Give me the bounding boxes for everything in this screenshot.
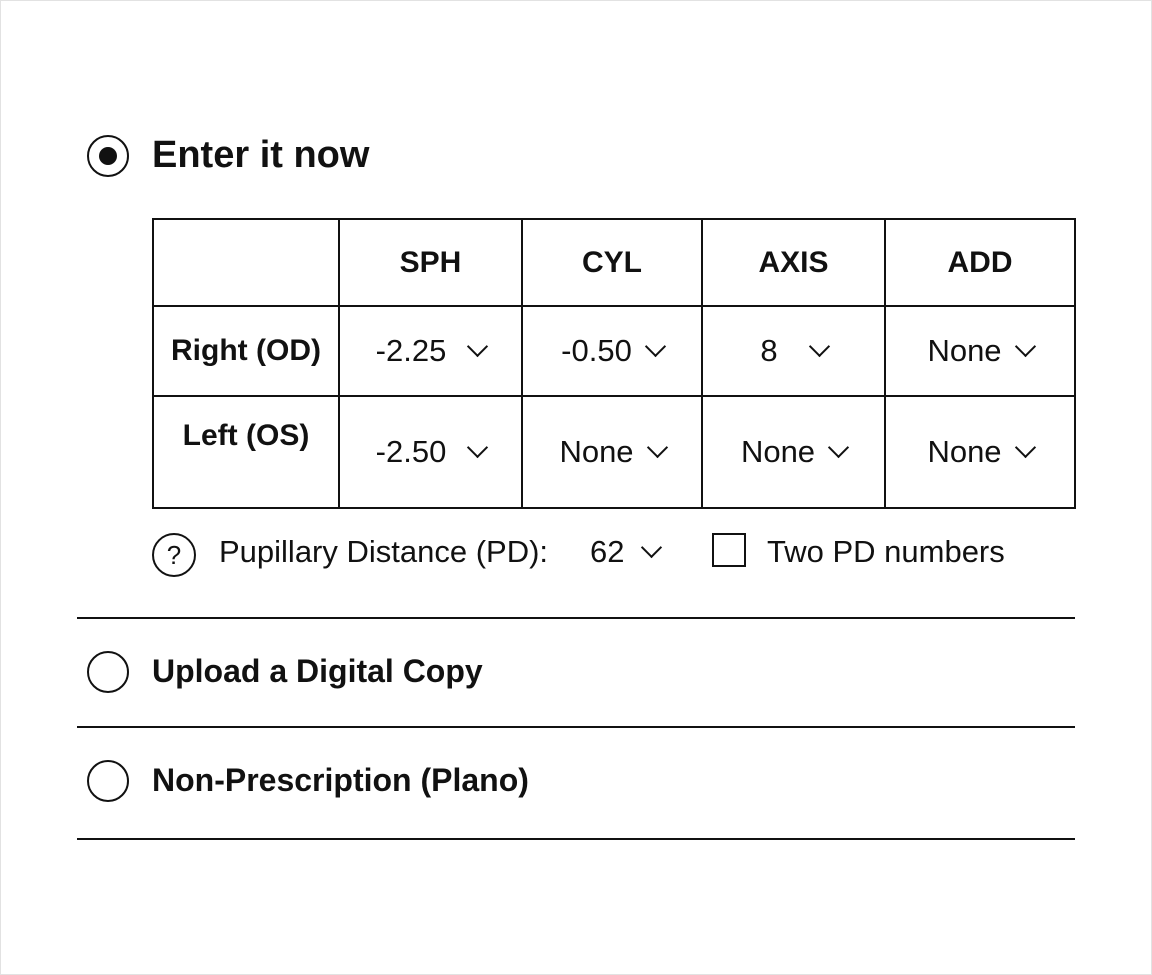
chevron-down-icon: [809, 335, 830, 356]
table-header-sph: SPH: [339, 219, 522, 306]
cell-left-add: [885, 396, 1075, 508]
upload-radio[interactable]: [87, 651, 129, 693]
left-axis-value: None: [740, 434, 816, 469]
right-add-value: None: [927, 333, 1002, 368]
chevron-down-icon: [467, 335, 488, 356]
right-add-select[interactable]: [927, 333, 1032, 369]
enter-now-radio[interactable]: [87, 135, 129, 177]
chevron-down-icon: [645, 335, 666, 356]
cell-left-cyl: [522, 396, 702, 508]
right-sph-value: -2.25: [375, 333, 447, 368]
table-header-empty: [153, 219, 339, 306]
right-axis-select[interactable]: [760, 333, 826, 369]
cell-right-cyl: [522, 306, 702, 396]
chevron-down-icon: [828, 436, 849, 457]
chevron-down-icon: [641, 536, 662, 557]
radio-selected-dot: [99, 147, 117, 165]
left-sph-value: -2.50: [375, 434, 447, 469]
plano-radio[interactable]: [87, 760, 129, 802]
table-header-row: [153, 219, 1075, 306]
cell-left-sph: [339, 396, 522, 508]
chevron-down-icon: [467, 436, 488, 457]
pd-label: Pupillary Distance (PD):: [219, 534, 549, 569]
left-cyl-value: None: [559, 434, 634, 469]
pd-value: 62: [590, 534, 625, 569]
cell-right-sph: [339, 306, 522, 396]
divider: [77, 726, 1075, 728]
left-add-value: None: [927, 434, 1002, 469]
right-cyl-select[interactable]: [561, 333, 663, 369]
left-cyl-select[interactable]: [559, 434, 664, 470]
table-header-add: ADD: [885, 219, 1075, 306]
divider: [77, 838, 1075, 840]
chevron-down-icon: [1014, 335, 1035, 356]
prescription-table: [152, 218, 1076, 509]
table-header-axis: AXIS: [702, 219, 885, 306]
table-header-cyl: CYL: [522, 219, 702, 306]
cell-right-add: [885, 306, 1075, 396]
left-add-select[interactable]: [927, 434, 1032, 470]
table-row: [153, 396, 1075, 508]
row-label-right: Right (OD): [153, 306, 339, 396]
plano-label[interactable]: Non-Prescription (Plano): [152, 762, 529, 798]
row-label-left: Left (OS): [153, 396, 339, 508]
chevron-down-icon: [646, 436, 667, 457]
upload-label[interactable]: Upload a Digital Copy: [152, 653, 483, 689]
cell-left-axis: [702, 396, 885, 508]
enter-now-label[interactable]: Enter it now: [152, 134, 370, 176]
two-pd-label[interactable]: Two PD numbers: [767, 534, 1005, 569]
left-sph-select[interactable]: [376, 434, 486, 470]
cell-right-axis: [702, 306, 885, 396]
right-sph-select[interactable]: [376, 333, 486, 369]
chevron-down-icon: [1014, 436, 1035, 457]
pd-select[interactable]: [590, 532, 659, 572]
two-pd-checkbox[interactable]: [712, 533, 746, 567]
question-circle-icon[interactable]: ?: [152, 533, 196, 577]
left-axis-select[interactable]: [741, 434, 846, 470]
divider: [77, 617, 1075, 619]
right-cyl-value: -0.50: [561, 333, 632, 368]
right-axis-value: 8: [760, 333, 778, 368]
table-row: [153, 306, 1075, 396]
